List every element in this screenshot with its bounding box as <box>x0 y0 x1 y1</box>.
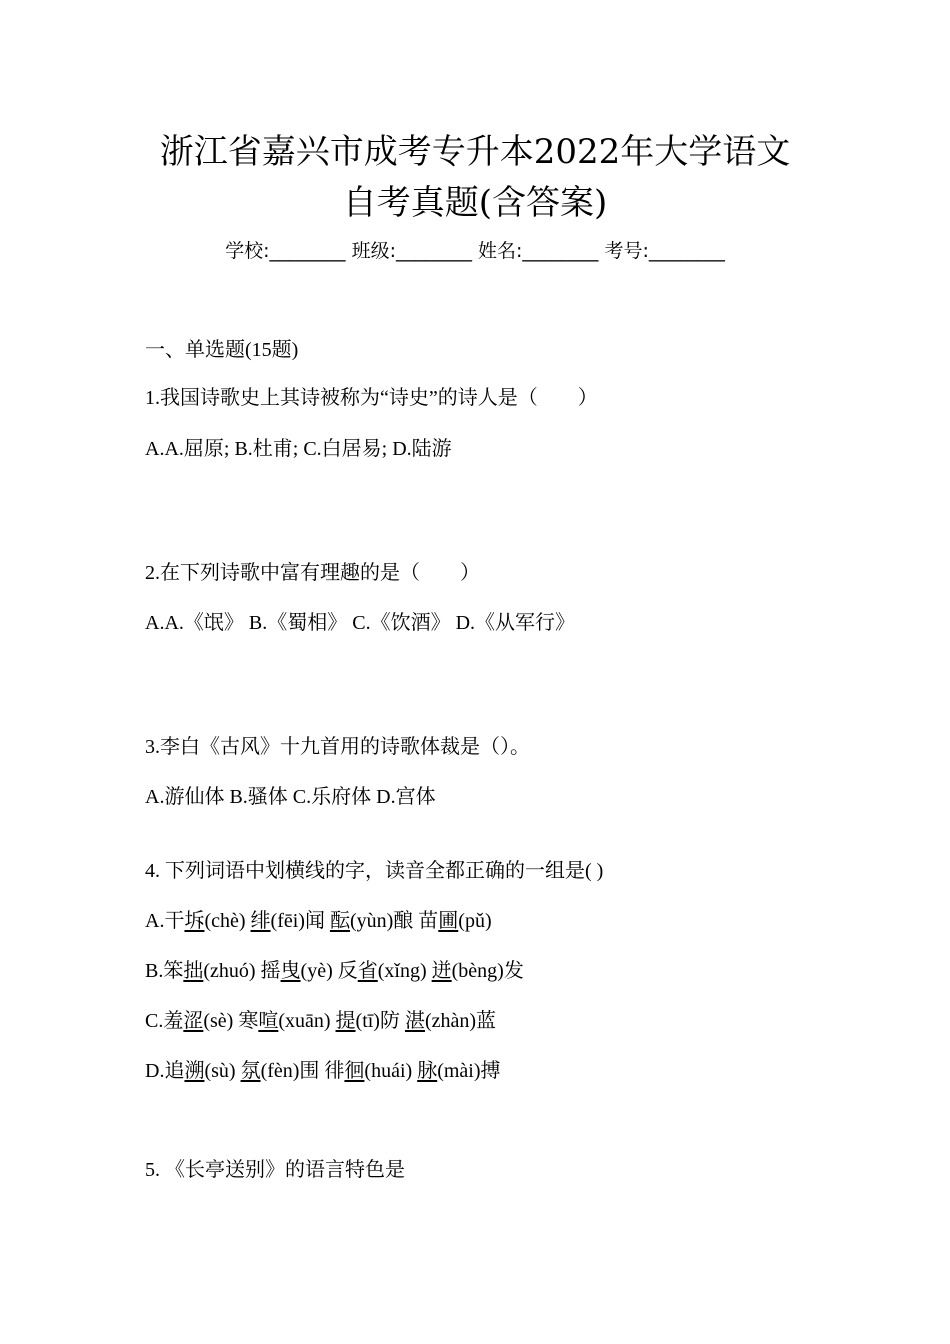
underlined-char: 喧 <box>258 1010 279 1032</box>
question-2-stem: 2.在下列诗歌中富有理趣的是（ ） <box>145 562 480 584</box>
underlined-char: 涩 <box>183 1010 204 1032</box>
underlined-char: 提 <box>335 1010 356 1032</box>
question-1-options: A.A.屈原; B.杜甫; C.白居易; D.陆游 <box>145 438 452 460</box>
question-4-stem: 4. 下列词语中划横线的字，读音全都正确的一组是( ) <box>145 860 604 882</box>
question-4-option-d: D.追溯(sù) 氛(fèn)围 徘徊(huái) 脉(mài)搏 <box>145 1060 501 1082</box>
document-title-line1: 浙江省嘉兴市成考专升本2022年大学语文 <box>159 132 791 172</box>
underlined-char: 酝 <box>329 910 350 932</box>
underlined-char: 徊 <box>344 1060 365 1082</box>
question-3-options: A.游仙体 B.骚体 C.乐府体 D.宫体 <box>145 786 436 808</box>
question-5-stem: 5. 《长亭送别》的语言特色是 <box>145 1159 405 1181</box>
question-4-option-a: A.干坼(chè) 绯(fēi)闻 酝(yùn)酿 苗圃(pǔ) <box>145 910 492 932</box>
underlined-char: 拙 <box>183 960 204 982</box>
question-1-stem: 1.我国诗歌史上其诗被称为“诗史”的诗人是（ ） <box>145 387 598 409</box>
section-heading: 一、单选题(15题) <box>145 339 299 361</box>
question-2-options: A.A.《氓》 B.《蜀相》 C.《饮酒》 D.《从军行》 <box>145 612 576 634</box>
underlined-char: 曳 <box>280 960 301 982</box>
underlined-char: 圃 <box>438 910 459 932</box>
underlined-char: 坼 <box>184 910 205 932</box>
underlined-char: 溯 <box>184 1060 205 1082</box>
underlined-char: 氛 <box>240 1060 261 1082</box>
document-title-line2: 自考真题(含答案) <box>342 183 608 223</box>
underlined-char: 湛 <box>404 1010 425 1032</box>
underlined-char: 脉 <box>417 1060 438 1082</box>
student-info-fields: 学校:________ 班级:________ 姓名:________ 考号:________ <box>225 240 725 262</box>
underlined-char: 省 <box>357 960 378 982</box>
underlined-char: 绯 <box>250 910 271 932</box>
underlined-char: 迸 <box>431 960 452 982</box>
question-4-option-b: B.笨拙(zhuó) 摇曳(yè) 反省(xǐng) 迸(bèng)发 <box>145 960 524 982</box>
question-4-option-c: C.羞涩(sè) 寒喧(xuān) 提(tī)防 湛(zhàn)蓝 <box>145 1010 497 1032</box>
question-3-stem: 3.李白《古风》十九首用的诗歌体裁是（）。 <box>145 736 530 758</box>
